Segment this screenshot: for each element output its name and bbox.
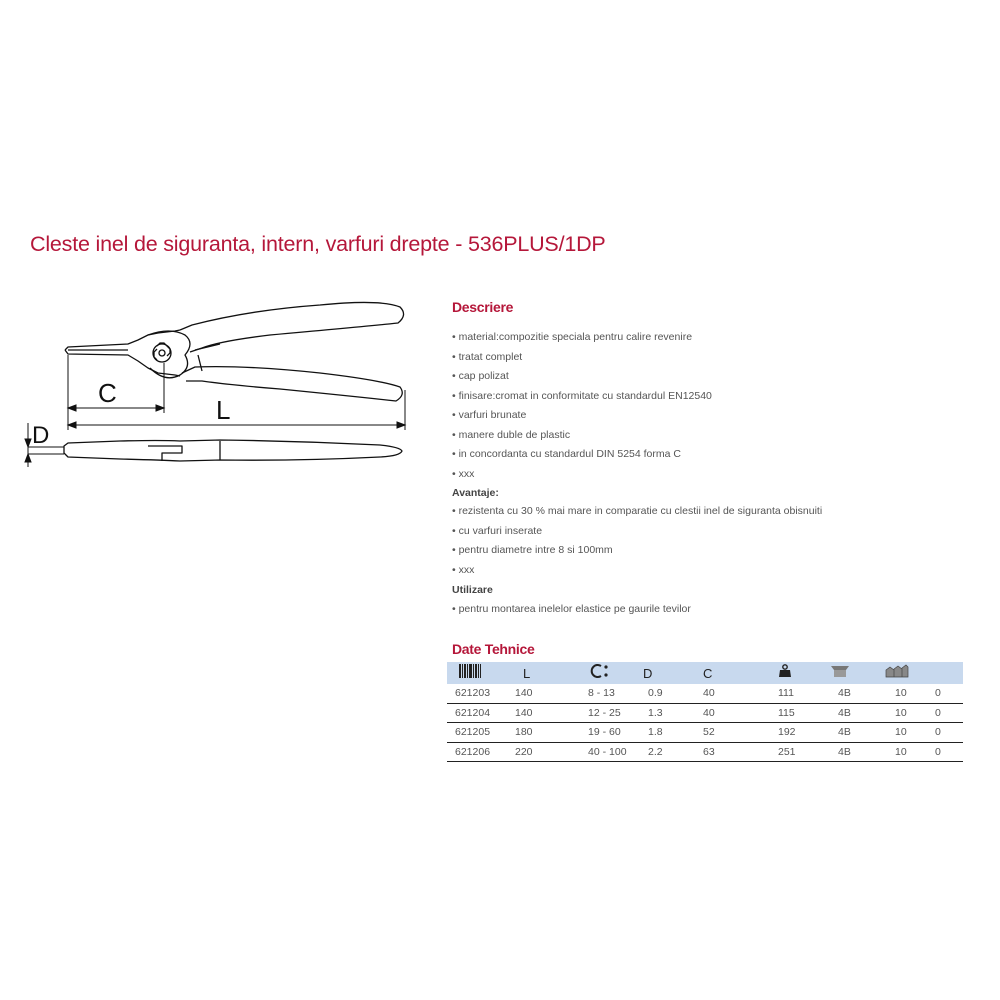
table-row — [447, 742, 963, 762]
table-cell: 140 — [515, 703, 570, 723]
list-item: • xxx — [452, 561, 822, 581]
list-item: • material:compozitie speciala pentru calire revenire — [452, 328, 712, 348]
table-cell: 10 — [875, 742, 935, 762]
table-cell: 0 — [935, 742, 963, 762]
table-cell: 63 — [700, 742, 760, 762]
tech-heading: Date Tehnice — [452, 641, 535, 657]
table-cell: 40 — [700, 684, 760, 703]
column-d: D — [635, 662, 700, 684]
table-cell: 52 — [700, 723, 760, 743]
table-cell: 0.9 — [635, 684, 700, 703]
ring-range-icon — [570, 662, 635, 684]
table-cell: 10 — [875, 723, 935, 743]
table-cell: 2.2 — [635, 742, 700, 762]
tech-table — [447, 662, 963, 762]
table-cell: 140 — [515, 684, 570, 703]
table-cell: 19 - 60 — [570, 723, 635, 743]
table-cell: 10 — [875, 684, 935, 703]
table-cell: 115 — [760, 703, 820, 723]
page-title: Cleste inel de siguranta, intern, varfuri drepte - 536PLUS/1DP — [30, 232, 606, 256]
table-cell: 621203 — [447, 684, 515, 703]
table-cell: 4B — [820, 742, 875, 762]
list-item: • manere duble de plastic — [452, 426, 712, 446]
table-cell: 8 - 13 — [570, 684, 635, 703]
pliers-drawing — [20, 295, 415, 470]
table-cell: 621204 — [447, 703, 515, 723]
advantages-list — [452, 502, 822, 580]
dimension-l-label: L — [216, 395, 231, 425]
usage-heading: Utilizare — [452, 584, 493, 596]
table-cell: 1.8 — [635, 723, 700, 743]
table-cell: 4B — [820, 684, 875, 703]
table-cell: 621205 — [447, 723, 515, 743]
table-row — [447, 723, 963, 743]
table-cell: 192 — [760, 723, 820, 743]
table-cell: 4B — [820, 723, 875, 743]
table-cell: 0 — [935, 684, 963, 703]
package-quantity-icon — [875, 662, 935, 684]
table-cell: 180 — [515, 723, 570, 743]
joint-hub — [153, 343, 171, 362]
table-cell: 220 — [515, 742, 570, 762]
weight-icon — [760, 662, 820, 684]
table-row — [447, 703, 963, 723]
list-item: • cu varfuri inserate — [452, 522, 822, 542]
tech-table-header — [447, 662, 963, 684]
column-empty — [935, 662, 963, 684]
table-cell: 621206 — [447, 742, 515, 762]
box-icon — [820, 662, 875, 684]
column-l: L — [515, 662, 570, 684]
table-cell: 4B — [820, 703, 875, 723]
table-cell: 12 - 25 — [570, 703, 635, 723]
table-cell: 1.3 — [635, 703, 700, 723]
list-item: • rezistenta cu 30 % mai mare in comparatie cu clestii inel de siguranta obisnuiti — [452, 502, 822, 522]
list-item: • in concordanta cu standardul DIN 5254 forma C — [452, 445, 712, 465]
table-cell: 40 — [700, 703, 760, 723]
description-heading: Descriere — [452, 299, 514, 315]
table-cell: 251 — [760, 742, 820, 762]
list-item: • pentru montarea inelelor elastice pe gaurile tevilor — [452, 600, 691, 620]
list-item: • varfuri brunate — [452, 406, 712, 426]
usage-list — [452, 600, 691, 620]
table-row — [447, 684, 963, 703]
table-cell: 0 — [935, 723, 963, 743]
dimension-d-label: D — [32, 422, 50, 449]
table-cell: 10 — [875, 703, 935, 723]
table-cell: 0 — [935, 703, 963, 723]
list-item: • xxx — [452, 465, 712, 485]
list-item: • pentru diametre intre 8 si 100mm — [452, 541, 822, 561]
dimension-c-label: C — [98, 378, 117, 408]
column-c: C — [700, 662, 760, 684]
list-item: • tratat complet — [452, 348, 712, 368]
description-list — [452, 328, 712, 484]
table-cell: 111 — [760, 684, 820, 703]
barcode-icon — [447, 662, 515, 684]
list-item: • finisare:cromat in conformitate cu standardul EN12540 — [452, 387, 712, 407]
advantages-heading: Avantaje: — [452, 487, 499, 499]
table-cell: 40 - 100 — [570, 742, 635, 762]
list-item: • cap polizat — [452, 367, 712, 387]
